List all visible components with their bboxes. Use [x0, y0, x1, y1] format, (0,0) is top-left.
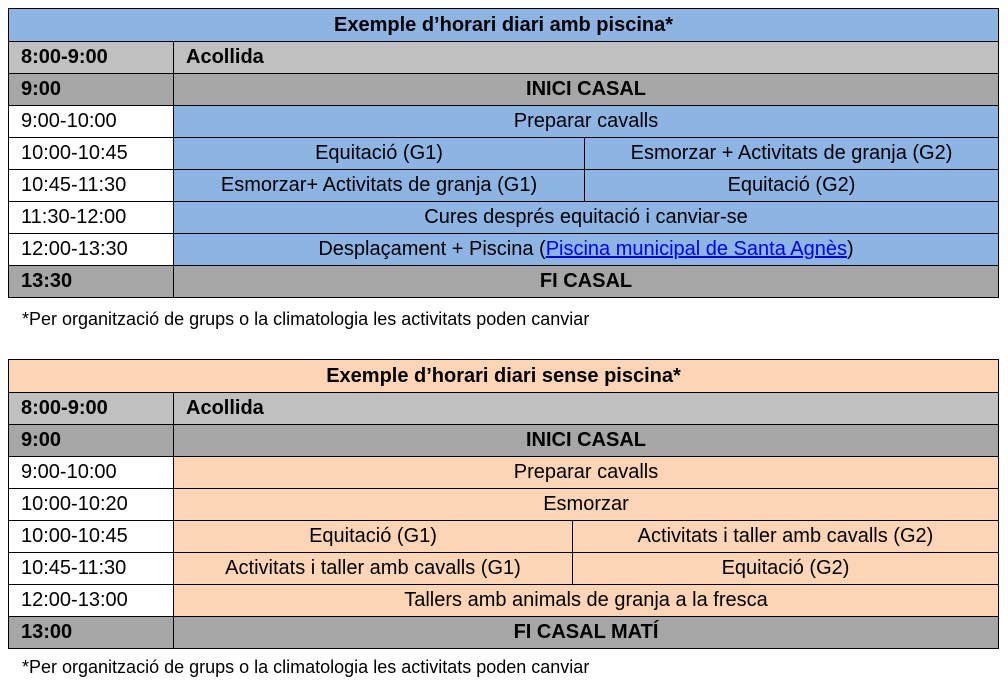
- activity-cell: Esmorzar: [174, 489, 999, 521]
- activity-cell: Cures després equitació i canviar-se: [174, 202, 999, 234]
- table-row: [9, 585, 999, 617]
- activity-cell: [174, 234, 999, 266]
- table-row: [9, 457, 999, 489]
- time-cell: 9:00: [9, 74, 174, 106]
- activity-prefix: Desplaçament + Piscina (: [318, 238, 546, 260]
- table-row: [9, 393, 999, 425]
- table-title: Exemple d’horari diari sense piscina*: [9, 360, 999, 393]
- table-row: [9, 74, 999, 106]
- table-row: [9, 42, 999, 74]
- activity-cell: INICI CASAL: [174, 425, 999, 457]
- activity-cell: Tallers amb animals de granja a la fresca: [174, 585, 999, 617]
- group1-cell: Activitats i taller amb cavalls (G1): [174, 553, 573, 585]
- table-row: [9, 553, 999, 585]
- footnote: *Per organització de grups o la climatologia les activitats poden canviar: [22, 657, 590, 677]
- time-cell: 13:00: [9, 617, 174, 649]
- table-title: Exemple d’horari diari amb piscina*: [9, 9, 999, 42]
- activity-cell: Acollida: [174, 42, 999, 74]
- table-title-row: [9, 360, 999, 393]
- activity-cell: INICI CASAL: [174, 74, 999, 106]
- schedule-table-with-pool: [8, 8, 999, 298]
- schedule-table-without-pool: [8, 359, 999, 649]
- time-cell: 13:30: [9, 266, 174, 298]
- table-row: [9, 425, 999, 457]
- time-cell: 10:45-11:30: [9, 553, 174, 585]
- group2-cell: Esmorzar + Activitats de granja (G2): [585, 138, 999, 170]
- time-cell: 9:00: [9, 425, 174, 457]
- table-row: [9, 234, 999, 266]
- table-row: [9, 521, 999, 553]
- group1-cell: Esmorzar+ Activitats de granja (G1): [174, 170, 585, 202]
- group1-cell: Equitació (G1): [174, 138, 585, 170]
- time-cell: 10:00-10:45: [9, 138, 174, 170]
- group2-cell: Equitació (G2): [573, 553, 999, 585]
- group2-cell: Equitació (G2): [585, 170, 999, 202]
- time-cell: 12:00-13:30: [9, 234, 174, 266]
- time-cell: 10:45-11:30: [9, 170, 174, 202]
- activity-suffix: ): [847, 238, 854, 260]
- activity-cell: FI CASAL MATÍ: [174, 617, 999, 649]
- table-row: [9, 617, 999, 649]
- group2-cell: Activitats i taller amb cavalls (G2): [573, 521, 999, 553]
- table-row: [9, 489, 999, 521]
- table-row: [9, 138, 999, 170]
- group1-cell: Equitació (G1): [174, 521, 573, 553]
- table-row: [9, 170, 999, 202]
- table-row: [9, 106, 999, 138]
- activity-cell: Preparar cavalls: [174, 457, 999, 489]
- pool-link[interactable]: Piscina municipal de Santa Agnès: [545, 238, 847, 260]
- time-cell: 8:00-9:00: [9, 393, 174, 425]
- time-cell: 9:00-10:00: [9, 457, 174, 489]
- table-title-row: [9, 9, 999, 42]
- activity-cell: FI CASAL: [174, 266, 999, 298]
- time-cell: 12:00-13:00: [9, 585, 174, 617]
- time-cell: 10:00-10:20: [9, 489, 174, 521]
- activity-cell: Preparar cavalls: [174, 106, 999, 138]
- time-cell: 8:00-9:00: [9, 42, 174, 74]
- time-cell: 9:00-10:00: [9, 106, 174, 138]
- time-cell: 10:00-10:45: [9, 521, 174, 553]
- activity-cell: Acollida: [174, 393, 999, 425]
- table-row: [9, 202, 999, 234]
- table-row: [9, 266, 999, 298]
- footnote: *Per organització de grups o la climatologia les activitats poden canviar: [22, 309, 590, 329]
- time-cell: 11:30-12:00: [9, 202, 174, 234]
